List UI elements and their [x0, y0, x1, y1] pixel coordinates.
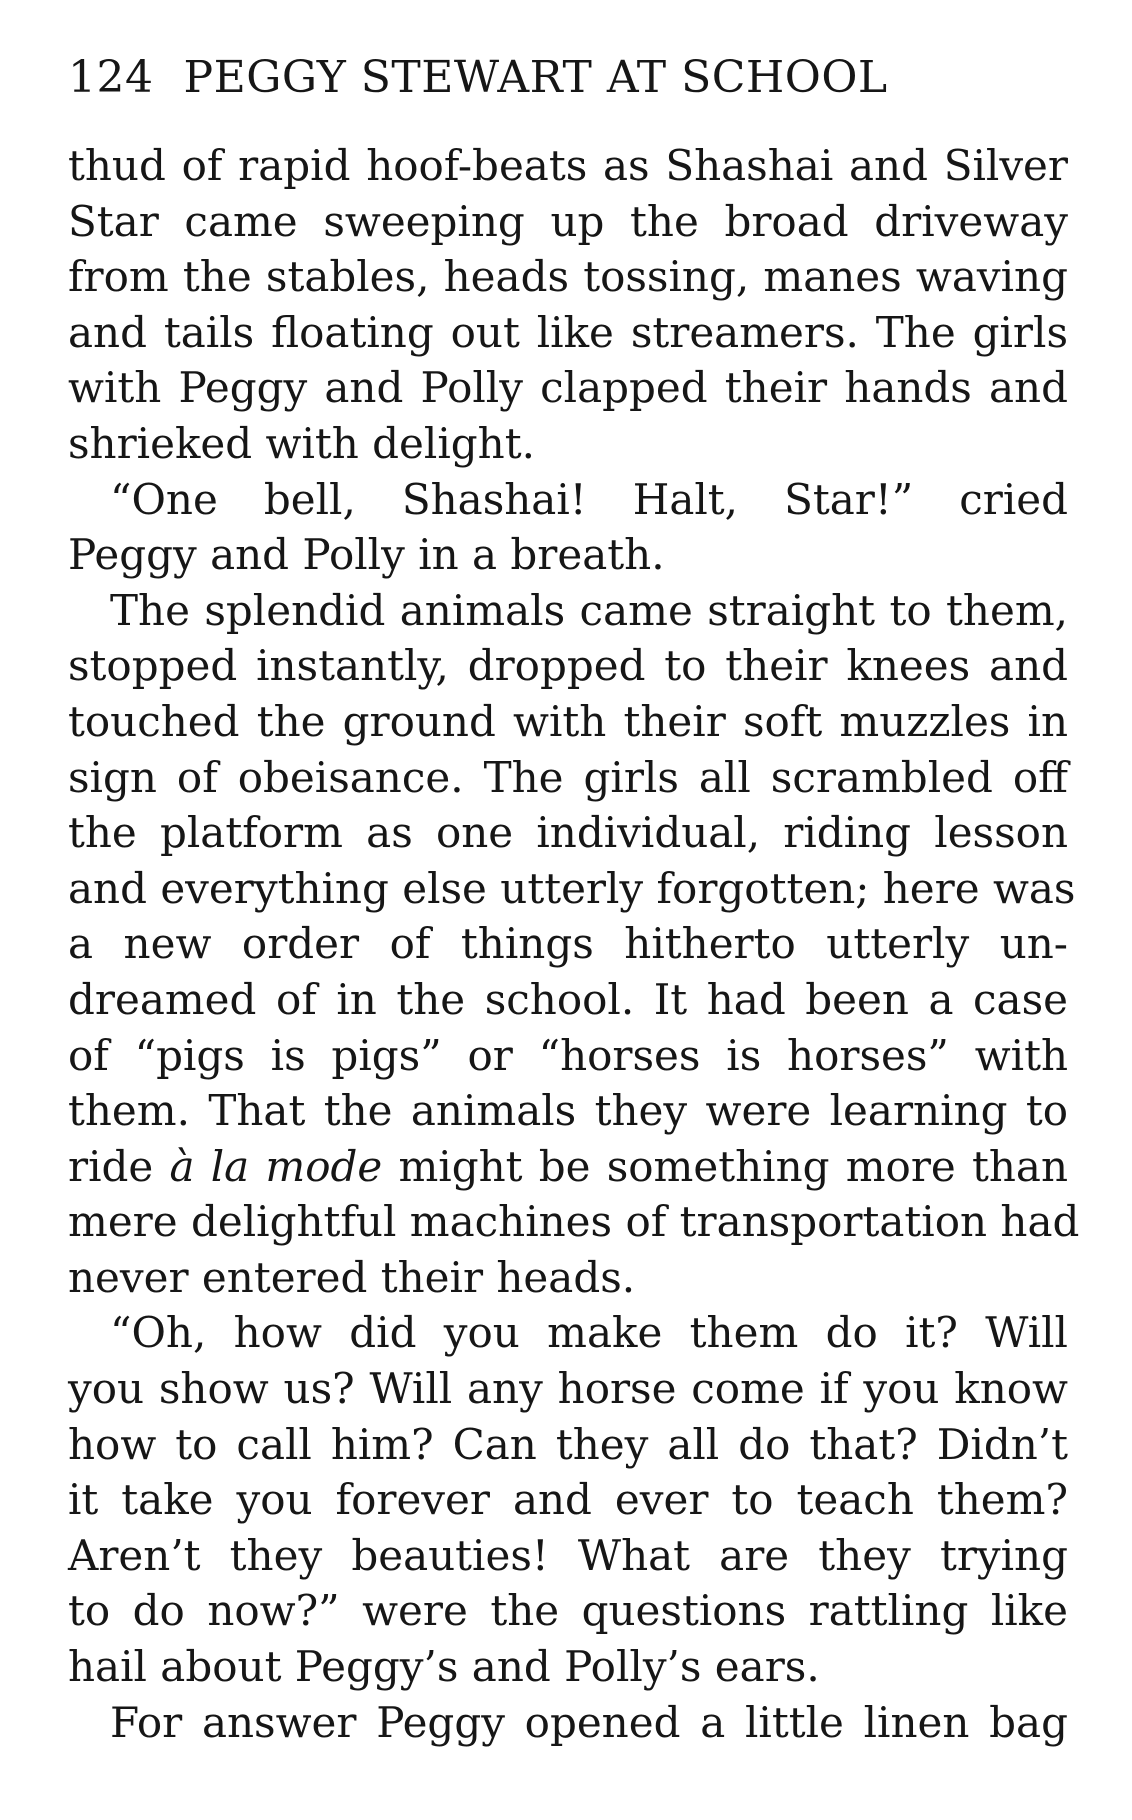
text-line: the platform as one individual, riding lesson [68, 808, 1068, 858]
text-line: sign of obeisance. The girls all scrambled off [68, 752, 1068, 802]
page-number: 124 [68, 52, 154, 103]
text-segment: ride [68, 1141, 170, 1191]
text-line: touched the ground with their soft muzzles in [68, 696, 1068, 746]
text-segment: might be something more than [382, 1141, 1068, 1191]
text-line: a new order of things hitherto utterly un- [68, 919, 1068, 969]
text-line: from the stables, heads tossing, manes waving [68, 252, 1068, 302]
text-line: “Oh, how did you make them do it? Will [110, 1308, 1068, 1358]
text-line: mere delightful machines of transportation had [68, 1197, 1080, 1247]
text-line: never entered their heads. [68, 1252, 636, 1302]
text-line: of “pigs is pigs” or “horses is horses” with [68, 1030, 1068, 1080]
text-line: you show us? Will any horse come if you know [68, 1364, 1068, 1414]
text-line: stopped instantly, dropped to their knees and [68, 641, 1068, 691]
text-line: with Peggy and Polly clapped their hands and [68, 363, 1068, 413]
text-line: “One bell, Shashai! Halt, Star!” cried [110, 474, 1068, 524]
book-page [68, 48, 1080, 1750]
text-line: The splendid animals came straight to them, [110, 585, 1068, 635]
text-line: Aren’t they beauties! What are they trying [68, 1530, 1068, 1580]
running-title: PEGGY STEWART AT SCHOOL [183, 52, 888, 103]
text-line: and tails floating out like streamers. The girls [68, 307, 1068, 357]
text-line-with-italic [68, 1139, 1068, 1195]
text-line: how to call him? Can they all do that? Didn’t [68, 1419, 1068, 1469]
text-line: Star came sweeping up the broad driveway [68, 196, 1068, 246]
body-text [68, 138, 1080, 1750]
text-line: For answer Peggy opened a little linen bag [110, 1697, 1068, 1747]
text-line: shrieked with delight. [68, 418, 535, 468]
text-line: it take you forever and ever to teach them? [68, 1475, 1068, 1525]
text-line: dreamed of in the school. It had been a case [68, 974, 1068, 1024]
text-line: Peggy and Polly in a breath. [68, 530, 665, 580]
text-line: and everything else utterly forgotten; here was [68, 863, 1076, 913]
running-header [68, 48, 1068, 108]
text-line: them. That the animals they were learning to [68, 1086, 1068, 1136]
text-line: to do now?” were the questions rattling like [68, 1586, 1068, 1636]
italic-phrase: à la mode [169, 1141, 383, 1191]
text-line: hail about Peggy’s and Polly’s ears. [68, 1642, 820, 1692]
text-line: thud of rapid hoof-beats as Shashai and Silver [68, 141, 1068, 190]
